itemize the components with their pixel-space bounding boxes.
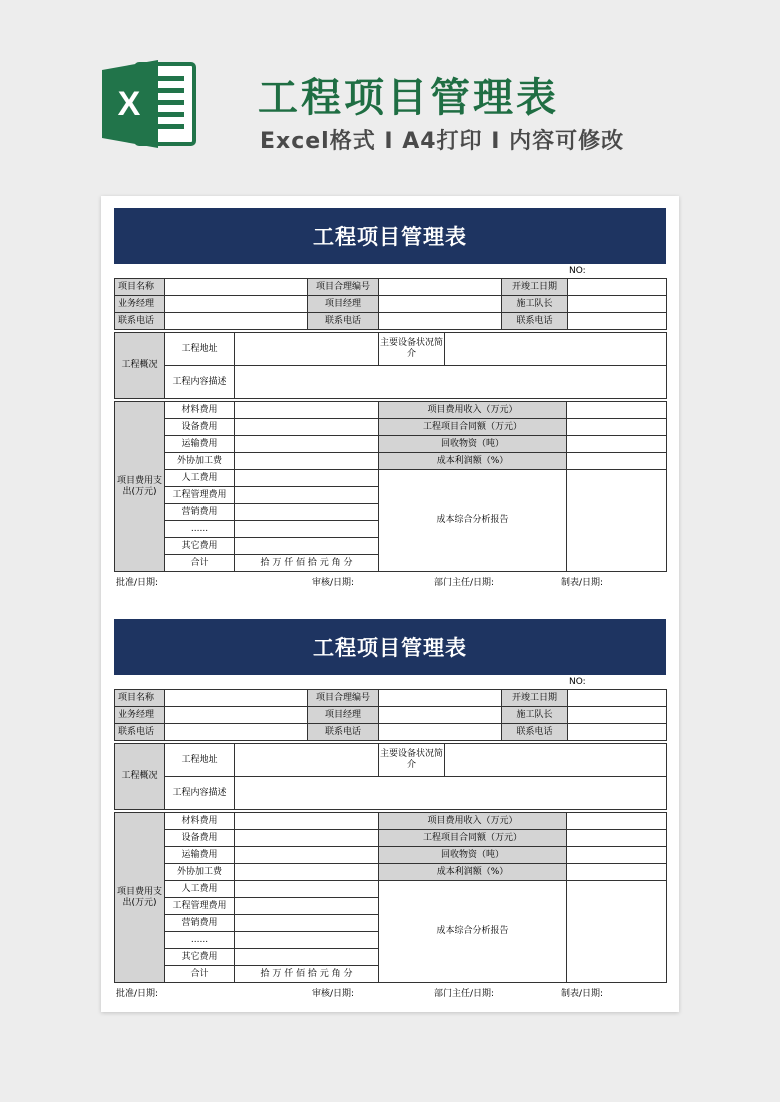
analysis-label: 成本综合分析报告 (379, 470, 567, 572)
field-label: 施工队长 (502, 707, 568, 724)
signature-label: 审核/日期: (312, 578, 355, 588)
field-label: 项目费用收入（万元） (379, 402, 567, 419)
cost-item-label: 其它费用 (165, 538, 235, 555)
input-cell[interactable] (379, 707, 502, 724)
input-cell[interactable] (568, 279, 667, 296)
field-label: 工程内容描述 (165, 777, 235, 810)
field-label: 工程项目合同额（万元） (379, 419, 567, 436)
input-cell[interactable] (567, 864, 667, 881)
table-row (115, 830, 667, 847)
field-label: 项目合理编号 (308, 279, 379, 296)
field-label: 联系电话 (502, 724, 568, 741)
input-cell[interactable] (235, 504, 379, 521)
input-cell[interactable] (165, 279, 308, 296)
signature-row (114, 983, 666, 999)
cost-item-label: ...... (165, 521, 235, 538)
signature-label: 批准/日期: (116, 989, 159, 999)
cost-item-label: 外协加工费 (165, 864, 235, 881)
project-form (114, 619, 666, 999)
field-label: 项目名称 (115, 279, 165, 296)
field-label: 工程内容描述 (165, 366, 235, 399)
input-cell[interactable] (379, 724, 502, 741)
signature-row (114, 572, 666, 588)
table-row (115, 313, 667, 330)
signature-label: 批准/日期: (116, 578, 159, 588)
field-label: 开竣工日期 (502, 279, 568, 296)
table-row (115, 847, 667, 864)
project-form (114, 208, 666, 588)
field-label: 项目合理编号 (308, 690, 379, 707)
input-cell[interactable] (235, 470, 379, 487)
input-cell[interactable] (235, 881, 379, 898)
cost-item-label: 运输费用 (165, 847, 235, 864)
table-row (115, 881, 667, 898)
table-row (115, 724, 667, 741)
field-label: 联系电话 (115, 313, 165, 330)
input-cell[interactable] (235, 915, 379, 932)
field-label: 项目名称 (115, 690, 165, 707)
field-label: 回收物资（吨） (379, 436, 567, 453)
cost-item-label: 人工费用 (165, 881, 235, 898)
table-row (115, 744, 667, 777)
overview-label: 工程概况 (115, 333, 165, 399)
total-label: 合计 (165, 555, 235, 572)
input-cell[interactable] (235, 436, 379, 453)
input-cell[interactable] (235, 487, 379, 504)
table-row (115, 279, 667, 296)
cost-item-label: 材料费用 (165, 813, 235, 830)
input-cell[interactable] (568, 724, 667, 741)
no-label: NO: (569, 266, 586, 276)
field-label: 项目经理 (308, 707, 379, 724)
page-title: 工程项目管理表 (258, 75, 559, 121)
input-cell[interactable] (567, 453, 667, 470)
input-cell[interactable] (235, 402, 379, 419)
form-title-banner: 工程项目管理表 (114, 208, 666, 264)
input-cell[interactable] (379, 313, 502, 330)
table-row (115, 777, 667, 810)
info-table (114, 278, 667, 330)
cost-item-label: 营销费用 (165, 504, 235, 521)
input-cell[interactable] (235, 777, 667, 810)
input-cell[interactable] (567, 436, 667, 453)
input-cell[interactable] (165, 724, 308, 741)
table-row (115, 690, 667, 707)
input-cell[interactable] (235, 898, 379, 915)
signature-label: 审核/日期: (312, 989, 355, 999)
page-subtitle: Excel格式 I A4打印 I 内容可修改 (260, 129, 625, 154)
input-cell[interactable] (235, 847, 379, 864)
table-row (115, 436, 667, 453)
field-label: 项目经理 (308, 296, 379, 313)
field-label: 工程地址 (165, 744, 235, 777)
field-label: 施工队长 (502, 296, 568, 313)
input-cell[interactable] (235, 453, 379, 470)
field-label: 联系电话 (115, 724, 165, 741)
input-cell[interactable] (379, 279, 502, 296)
input-cell[interactable] (235, 538, 379, 555)
cost-item-label: 其它费用 (165, 949, 235, 966)
table-row (115, 366, 667, 399)
field-label: 主要设备状况简介 (379, 333, 445, 366)
excel-logo-icon (102, 58, 198, 150)
cost-section-label: 项目费用支出(万元) (115, 813, 165, 983)
info-table (114, 689, 667, 741)
cost-item-label: 材料费用 (165, 402, 235, 419)
input-cell[interactable] (165, 296, 308, 313)
field-label: 成本利润额（%） (379, 453, 567, 470)
svg-text:X: X (117, 85, 141, 123)
document-sheet (101, 196, 679, 1012)
input-cell[interactable] (235, 864, 379, 881)
input-cell[interactable] (165, 313, 308, 330)
analysis-input[interactable] (567, 881, 667, 983)
input-cell[interactable] (445, 333, 667, 366)
cost-item-label: 设备费用 (165, 419, 235, 436)
amount-units[interactable]: 拾 万 仟 佰 拾 元 角 分 (235, 555, 379, 572)
field-label: 业务经理 (115, 707, 165, 724)
input-cell[interactable] (235, 813, 379, 830)
input-cell[interactable] (568, 296, 667, 313)
table-row (115, 453, 667, 470)
cost-item-label: 工程管理费用 (165, 487, 235, 504)
input-cell[interactable] (235, 333, 379, 366)
input-cell[interactable] (165, 690, 308, 707)
overview-label: 工程概况 (115, 744, 165, 810)
amount-units[interactable]: 拾 万 仟 佰 拾 元 角 分 (235, 966, 379, 983)
analysis-input[interactable] (567, 470, 667, 572)
table-row (115, 402, 667, 419)
field-label: 成本利润额（%） (379, 864, 567, 881)
input-cell[interactable] (235, 744, 379, 777)
overview-table (114, 743, 667, 810)
input-cell[interactable] (379, 296, 502, 313)
field-label: 联系电话 (308, 724, 379, 741)
form-title-banner: 工程项目管理表 (114, 619, 666, 675)
input-cell[interactable] (568, 313, 667, 330)
signature-label: 制表/日期: (561, 989, 604, 999)
field-label: 联系电话 (308, 313, 379, 330)
table-row (115, 470, 667, 487)
input-cell[interactable] (568, 690, 667, 707)
table-row (115, 707, 667, 724)
total-label: 合计 (165, 966, 235, 983)
input-cell[interactable] (445, 744, 667, 777)
signature-label: 部门主任/日期: (434, 578, 495, 588)
input-cell[interactable] (567, 847, 667, 864)
field-label: 项目费用收入（万元） (379, 813, 567, 830)
table-row (115, 296, 667, 313)
input-cell[interactable] (567, 419, 667, 436)
cost-item-label: 外协加工费 (165, 453, 235, 470)
input-cell[interactable] (235, 830, 379, 847)
field-label: 联系电话 (502, 313, 568, 330)
input-cell[interactable] (567, 830, 667, 847)
cost-section-label: 项目费用支出(万元) (115, 402, 165, 572)
input-cell[interactable] (567, 813, 667, 830)
analysis-label: 成本综合分析报告 (379, 881, 567, 983)
cost-item-label: 营销费用 (165, 915, 235, 932)
cost-table (114, 812, 667, 983)
table-row (115, 333, 667, 366)
input-cell[interactable] (235, 419, 379, 436)
field-label: 业务经理 (115, 296, 165, 313)
field-label: 回收物资（吨） (379, 847, 567, 864)
table-row (115, 864, 667, 881)
cost-item-label: 人工费用 (165, 470, 235, 487)
field-label: 工程项目合同额（万元） (379, 830, 567, 847)
cost-item-label: ...... (165, 932, 235, 949)
input-cell[interactable] (235, 949, 379, 966)
input-cell[interactable] (235, 366, 667, 399)
input-cell[interactable] (568, 707, 667, 724)
cost-table (114, 401, 667, 572)
input-cell[interactable] (235, 932, 379, 949)
signature-label: 制表/日期: (561, 578, 604, 588)
table-row (115, 813, 667, 830)
cost-item-label: 运输费用 (165, 436, 235, 453)
input-cell[interactable] (379, 690, 502, 707)
input-cell[interactable] (235, 521, 379, 538)
field-label: 开竣工日期 (502, 690, 568, 707)
signature-label: 部门主任/日期: (434, 989, 495, 999)
field-label: 主要设备状况简介 (379, 744, 445, 777)
field-label: 工程地址 (165, 333, 235, 366)
input-cell[interactable] (567, 402, 667, 419)
cost-item-label: 设备费用 (165, 830, 235, 847)
no-label: NO: (569, 677, 586, 687)
overview-table (114, 332, 667, 399)
cost-item-label: 工程管理费用 (165, 898, 235, 915)
table-row (115, 419, 667, 436)
input-cell[interactable] (165, 707, 308, 724)
